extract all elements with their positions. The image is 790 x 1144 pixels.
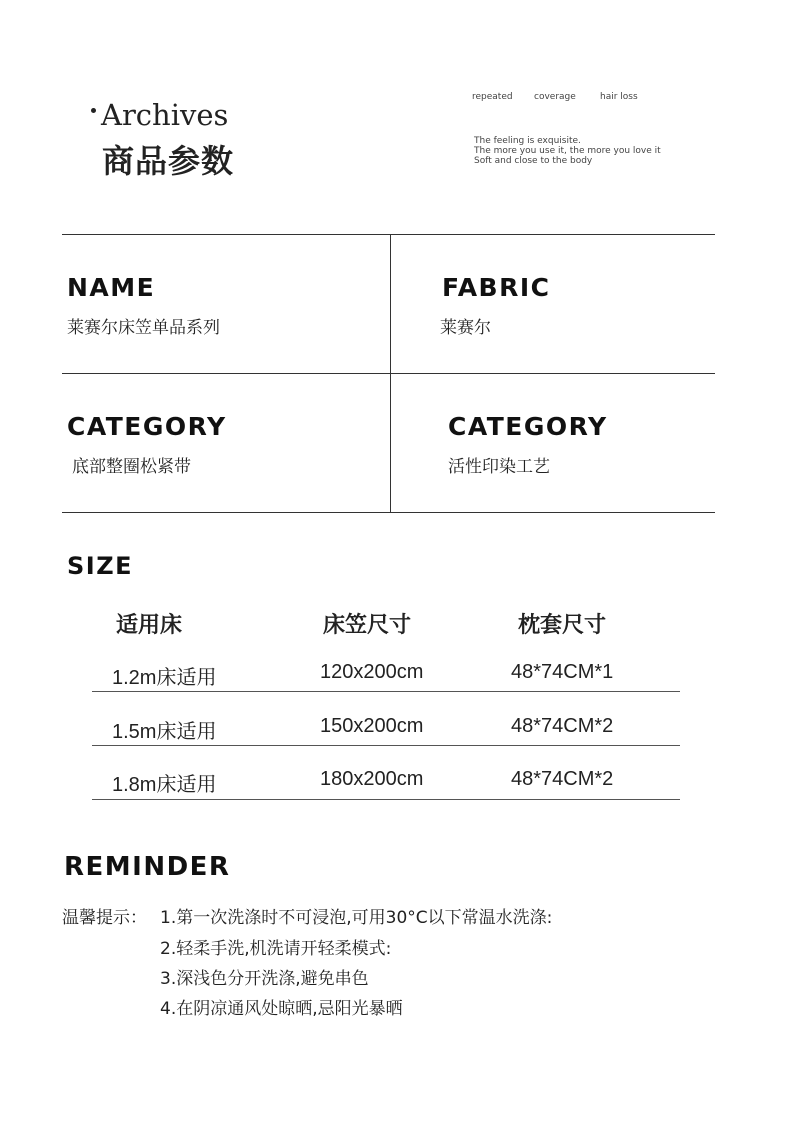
size-row-1-pillow: 48*74CM*1 [511,661,614,683]
size-header-pillowcase: 枕套尺寸 [518,613,607,638]
tag-repeated: repeated [472,92,513,102]
bullet-dot [91,108,96,113]
size-row-2-pillow: 48*74CM*2 [511,715,614,737]
reminder-item-2: 2.轻柔手洗,机洗请开轻柔模式: [160,939,392,959]
grid-line-vertical [390,234,391,513]
size-header-bed: 适用床 [116,613,183,638]
category-label-left: CATEGORY [67,412,227,441]
grid-line-bottom [62,512,715,513]
fabric-value: 莱赛尔 [440,318,491,338]
reminder-item-1: 1.第一次洗涤时不可浸泡,可用30°C以下常温水洗涤: [160,908,553,928]
tagline-line-2: The more you use it, the more you love it [474,146,661,156]
grid-line-top [62,234,715,235]
tag-hair-loss: hair loss [600,92,638,102]
size-header-fitted-sheet: 床笠尺寸 [323,613,412,638]
reminder-title: REMINDER [64,852,231,882]
size-row-1-divider [92,691,680,692]
name-value: 莱赛尔床笠单品系列 [67,318,220,338]
grid-line-middle [62,373,715,374]
reminder-item-4: 4.在阴凉通风处晾晒,忌阳光暴晒 [160,999,403,1019]
fabric-label: FABRIC [442,273,551,302]
tagline-line-1: The feeling is exquisite. [474,136,581,146]
category-value-left: 底部整圈松紧带 [72,457,191,477]
size-row-3-sheet: 180x200cm [320,768,424,790]
name-label: NAME [67,273,156,302]
size-row-1-bed: 1.2m床适用 [112,667,217,689]
reminder-lead: 温馨提示： [62,908,147,928]
size-title: SIZE [67,552,134,580]
tag-coverage: coverage [534,92,576,102]
page-title: 商品参数 [102,142,235,180]
category-value-right: 活性印染工艺 [448,457,550,477]
size-row-3-divider [92,799,680,800]
size-row-2-divider [92,745,680,746]
size-row-2-sheet: 150x200cm [320,715,424,737]
size-row-3-pillow: 48*74CM*2 [511,768,614,790]
size-row-1-sheet: 120x200cm [320,661,424,683]
size-row-2-bed: 1.5m床适用 [112,721,217,743]
category-label-right: CATEGORY [448,412,608,441]
tagline-line-3: Soft and close to the body [474,156,593,166]
size-row-3-bed: 1.8m床适用 [112,774,217,796]
reminder-item-3: 3.深浅色分开洗涤,避免串色 [160,969,369,989]
archives-title: Archives [101,98,229,132]
